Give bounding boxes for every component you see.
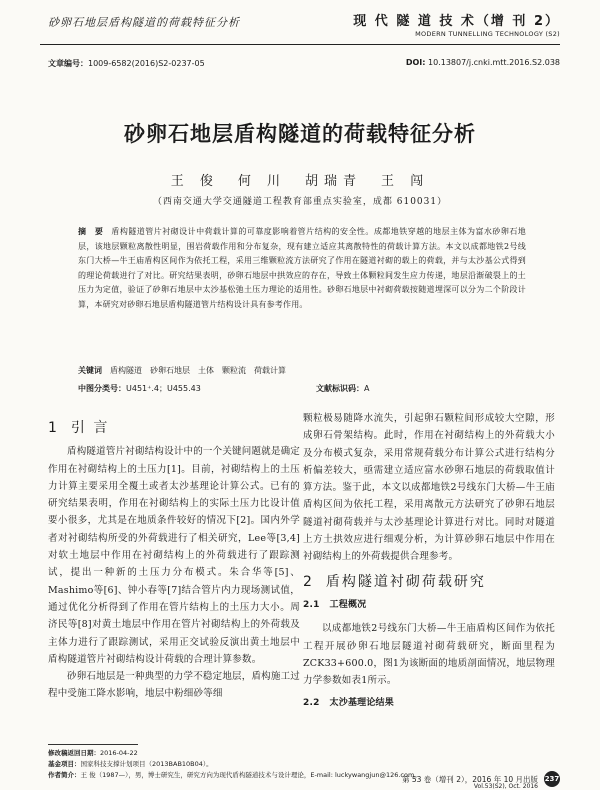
doc-code — [316, 383, 369, 394]
subsection-2-2-number: 2.2 — [303, 698, 320, 709]
fund-label: 基金项目： — [48, 760, 81, 768]
received-value: 2016-04-22 — [100, 749, 138, 757]
subsection-2-1-heading — [303, 597, 555, 614]
section-2-title: 盾构隧道衬砌荷载研究 — [325, 573, 486, 590]
journal-title-cn: 现 代 隧 道 技 术（增 刊 2） — [353, 14, 560, 29]
page-number: 237 — [544, 771, 560, 787]
paper-title: 砂卵石地层盾构隧道的荷载特征分析 — [124, 122, 476, 146]
running-head: 砂卵石地层盾构隧道的荷载特征分析 — [48, 16, 240, 29]
subsection-2-1-number: 2.1 — [303, 599, 320, 610]
classification — [78, 383, 370, 394]
journal-title-en: MODERN TUNNELLING TECHNOLOGY (S2) — [415, 30, 560, 38]
section-1-number: 1 — [48, 420, 59, 436]
issue-info: 第 53 卷（增刊 2），2016 年 10 月出版 — [402, 774, 538, 784]
doi-value: 10.13807/j.cnki.mtt.2016.S2.038 — [428, 58, 560, 67]
doc-code-label: 文献标识码： — [316, 384, 364, 393]
authors: 王 俊 何 川 胡瑞青 王 闯 — [170, 174, 430, 189]
paragraph: 颗粒极易随降水流失，引起卵石颗粒间形成较大空隙，形成卵石骨架结构。此时，作用在衬砌结构上的外荷载大小及分布模式复杂，采用常规荷载分布计算公式进行结构分析偏差较大，亟需建立适应富水砂卵石地层的荷载取值计算方法。鉴于此，本文以成都地铁2号线东门大桥—牛王庙盾构区间为依托工程，采用离散元方法研究了砂卵石地层隧道衬砌荷载并与太沙基理论计算进行对比。同时对隧道上方土拱效应进行细观分析，为计算砂卵石地层中作用在衬砌结构上的外荷载提供合理参考。 — [303, 413, 555, 563]
keywords-label: 关键词 — [78, 366, 102, 375]
subsection-2-1-title: 工程概况 — [329, 599, 367, 610]
article-number-label: 文章编号： — [48, 59, 88, 68]
section-1-heading — [48, 420, 300, 437]
section-2-number: 2 — [303, 573, 314, 590]
doi-label: DOI: — [405, 58, 426, 67]
section-2-heading — [303, 574, 555, 591]
article-number-value: 1009-6582(2016)S2-0237-05 — [88, 59, 205, 68]
author-value: 王 俊（1987—），男，博士研究生，研究方向为现代盾构隧道技术与设计理论，E-mail: luckywangjun@126.com。 — [80, 771, 421, 779]
abstract-label: 摘 要 — [78, 227, 104, 236]
right-column — [303, 410, 555, 719]
doi — [406, 58, 560, 67]
footnote-fund — [48, 759, 421, 770]
header-rule — [40, 44, 560, 45]
volume-info: Vol.53(S2), Oct. 2016 — [473, 783, 538, 790]
keywords-text: 盾构隧道 砂卵石地层 土体 颗粒流 荷载计算 — [110, 366, 286, 375]
affiliation: （西南交通大学交通隧道工程教育部重点实验室，成都 610031） — [152, 197, 448, 207]
fund-value: 国家科技支撑计划项目（2013BAB10B04）。 — [80, 760, 213, 768]
subsection-2-2-heading — [303, 695, 555, 712]
footnote-received — [48, 748, 421, 759]
clc-value: U451⁺.4；U455.43 — [126, 384, 201, 393]
author-label: 作者简介： — [48, 771, 81, 779]
left-column — [48, 418, 300, 703]
abstract — [78, 225, 526, 312]
subsection-2-2-title: 太沙基理论结果 — [329, 698, 394, 709]
abstract-text: 盾构隧道管片衬砌设计中荷载计算的可靠度影响着管片结构的安全性。成都地铁穿越的地层主体为富水砂卵石地层，该地层颗粒离散性明显，围岩荷载作用和分布复杂，现有建立适应其离散特性的荷载计算方法。本文以成都地铁2号线东门大桥—牛王庙盾构区间作为依托工程，采用三维颗粒流方法研究了作用在隧道衬砌的载上的荷载，并与太沙基公式得到的理论荷载进行了对比。研究结果表明，砂卵石地层中拱效应的存在，导致土体颗粒间发生应力传递，地层沿渐破裂上的土压力为定值，验证了砂卵石地层中太沙基松弛土压力理论的适用性。砂卵石地层中衬砌荷载按随道埋深可以分为二个阶段计算，本研究对砂卵石地层盾构隧道管片结构设计具有参考作用。 — [78, 227, 526, 309]
article-number — [48, 58, 205, 69]
paragraph: 砂卵石地层是一种典型的力学不稳定地层，盾构施工过程中受施工降水影响，地层中粉细砂等细 — [48, 671, 300, 700]
received-label: 修改稿返回日期： — [48, 749, 100, 757]
section-1-title: 引 言 — [70, 420, 110, 436]
paragraph: 盾构隧道管片衬砌结构设计中的一个关键问题就是确定作用在衬砌结构上的土压力[1]。目前，衬砌结构上的土压力计算主要采用全覆土或者太沙基理论计算公式。已有的研究结果表明，作用在衬砌结构上的实际土压力比设计值要小很多，尤其是在地质条件较好的情况下[2]。国内外学者对衬砌结构所受的外荷载进行了相关研究，Lee等[3,4]对软土地层中作用在衬砌结构上的外荷载进行了跟踪测试，提出一种新的土压力分布模式。朱合华等[5]、Mashimo等[6]、钟小春等[7]结合管片内力现场测试值，通过优化分析得到了作用在管片结构上的土压力大小。周济民等[8]对黄土地层中作用在管片衬砌结构上的外荷载及主体力进行了跟踪测试，采用正交试验反演出黄土地层中盾构隧道管片衬砌结构设计荷载的合理计算参数。 — [48, 446, 300, 665]
footnote-author — [48, 770, 421, 781]
footnote-rule — [48, 744, 138, 745]
clc-label: 中图分类号： — [78, 384, 126, 393]
paragraph: 以成都地铁2号线东门大桥—牛王庙盾构区间作为依托工程开展砂卵石地层隧道衬砌荷载研究，断面里程为ZCK33+600.0，图1为该断面的地质剖面情况，地层物理力学参数如表1所示。 — [303, 623, 555, 687]
doc-code-value: A — [364, 384, 370, 393]
footnotes — [48, 748, 421, 781]
keywords — [78, 365, 526, 376]
